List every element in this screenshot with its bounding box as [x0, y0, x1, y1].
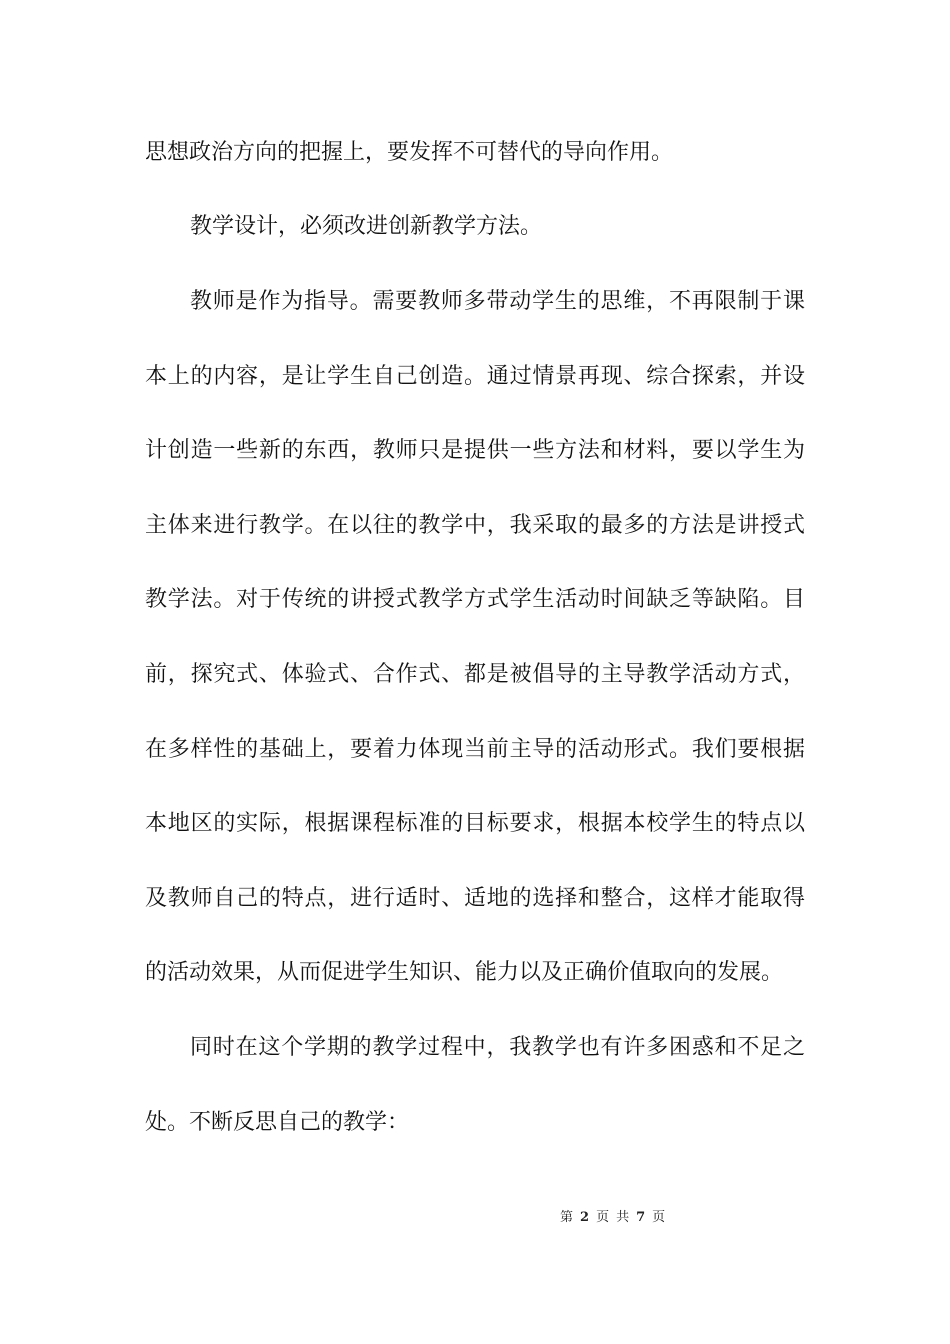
paragraph-line: 前，探究式、体验式、合作式、都是被倡导的主导教学活动方式，: [145, 662, 805, 687]
paragraph-line: 教学设计，必须改进创新教学方法。: [190, 214, 543, 239]
paragraph-line: 同时在这个学期的教学过程中，我教学也有许多困惑和不足之: [190, 1035, 805, 1060]
paragraph-line: 本上的内容，是让学生自己创造。通过情景再现、综合探索，并设: [145, 364, 805, 389]
footer-total-word: 共: [616, 1210, 630, 1225]
paragraph-line: 思想政治方向的把握上，要发挥不可替代的导向作用。: [145, 140, 674, 165]
footer-page-word: 页: [596, 1210, 610, 1225]
paragraph-line: 计创造一些新的东西，教师只是提供一些方法和材料，要以学生为: [145, 438, 805, 463]
paragraph-line: 处。不断反思自己的教学：: [145, 1110, 410, 1135]
total-page-number: 7: [636, 1210, 646, 1225]
paragraph-line: 在多样性的基础上，要着力体现当前主导的活动形式。我们要根据: [145, 737, 805, 762]
paragraph-line: 教师是作为指导。需要教师多带动学生的思维，不再限制于课: [190, 289, 805, 314]
current-page-number: 2: [580, 1210, 590, 1225]
paragraph-line: 本地区的实际，根据课程标准的目标要求，根据本校学生的特点以: [145, 811, 805, 836]
paragraph-line: 教学法。对于传统的讲授式教学方式学生活动时间缺乏等缺陷。目: [145, 587, 805, 612]
paragraph-line: 主体来进行教学。在以往的教学中，我采取的最多的方法是讲授式: [145, 513, 805, 538]
footer-suffix: 页: [652, 1210, 666, 1225]
footer-prefix: 第: [560, 1210, 574, 1225]
paragraph-line: 及教师自己的特点，进行适时、适地的选择和整合，这样才能取得: [145, 886, 805, 911]
page-number-footer: [560, 1208, 672, 1228]
paragraph-line: 的活动效果，从而促进学生知识、能力以及正确价值取向的发展。: [145, 960, 784, 985]
